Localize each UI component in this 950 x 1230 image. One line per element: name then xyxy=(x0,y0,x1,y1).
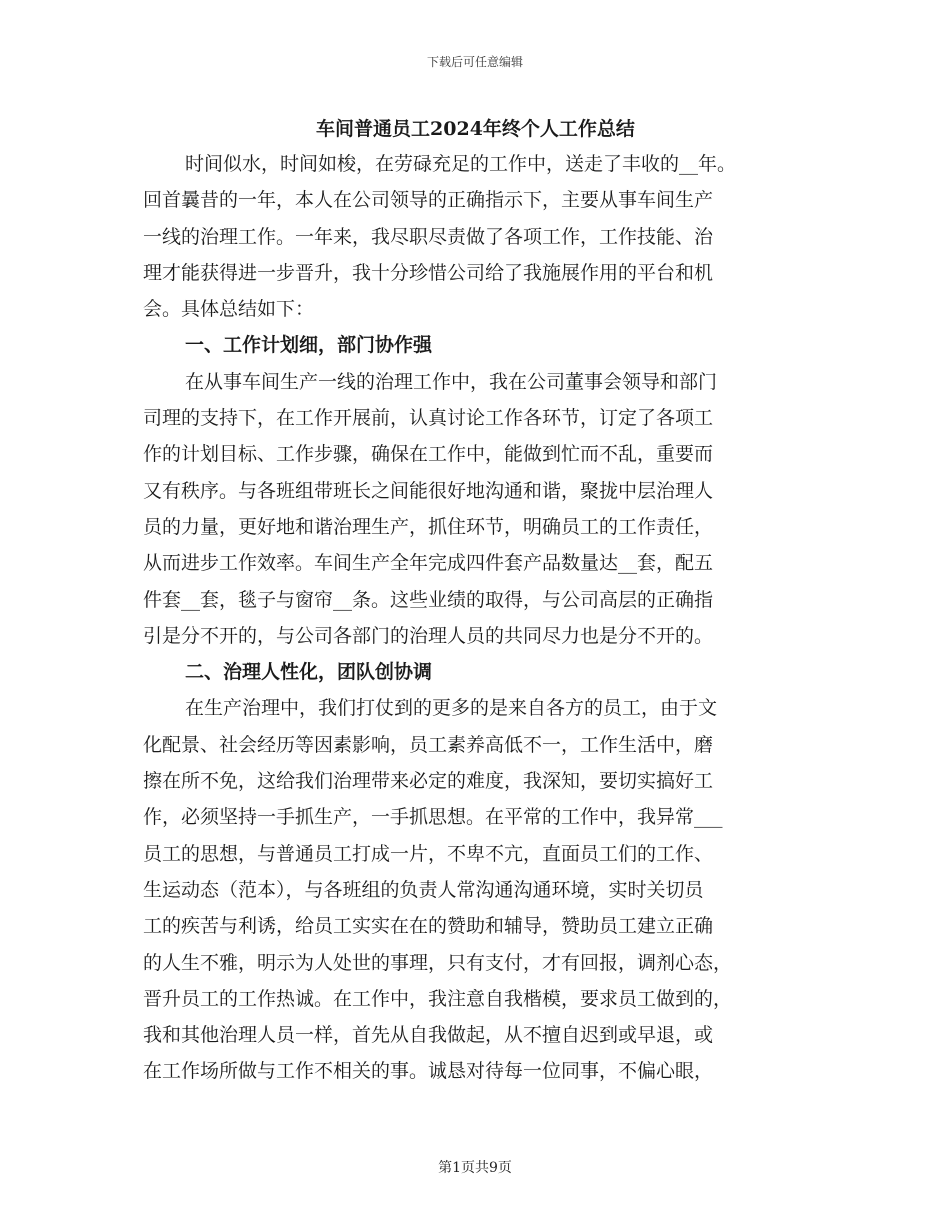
page-header: 下载后可任意编辑 xyxy=(426,55,523,69)
paragraph-line: 擦在所不免，这给我们治理带来必定的难度，我深知，要切实搞好工 xyxy=(143,770,714,793)
paragraph-line: 化配景、社会经历等因素影响，员工素养高低不一，工作生活中，磨 xyxy=(143,733,714,756)
paragraph-line: 的人生不雅，明示为人处世的事理，只有支付，才有回报，调剂心态， xyxy=(143,951,733,974)
document-body xyxy=(143,112,808,1090)
paragraph-line: 作的计划目标、工作步骤，确保在工作中，能做到忙而不乱，重要而 xyxy=(143,443,714,466)
paragraph-line: 会。具体总结如下： xyxy=(143,298,315,321)
paragraph-line: 晋升员工的工作热诚。在工作中，我注意自我楷模，要求员工做到的， xyxy=(143,987,733,1010)
paragraph-line: 作，必须坚持一手抓生产，一手抓思想。在平常的工作中，我异常___ xyxy=(143,806,723,829)
section-heading-2: 二、治理人性化，团队创协调 xyxy=(185,661,433,684)
document-title: 车间普通员工2024年终个人工作总结 xyxy=(316,118,635,140)
paragraph-line: 理才能获得进一步晋升，我十分珍惜公司给了我施展作用的平台和机 xyxy=(143,261,714,284)
paragraph-line: 在从事车间生产一线的治理工作中，我在公司董事会领导和部门 xyxy=(185,370,718,393)
page-footer: 第1页共9页 xyxy=(438,1160,512,1176)
paragraph-line: 又有秩序。与各班组带班长之间能很好地沟通和谐，聚拢中层治理人 xyxy=(143,479,714,502)
paragraph-line: 在生产治理中，我们打仗到的更多的是来自各方的员工，由于文 xyxy=(185,697,718,720)
paragraph-line: 一线的治理工作。一年来，我尽职尽责做了各项工作，工作技能、治 xyxy=(143,225,714,248)
paragraph-line: 引是分不开的，与公司各部门的治理人员的共同尽力也是分不开的。 xyxy=(143,624,714,647)
paragraph-line: 员的力量，更好地和谐治理生产，抓住环节，明确员工的工作责任， xyxy=(143,515,714,538)
paragraph-line: 工的疾苦与利诱，给员工实实在在的赞助和辅导，赞助员工建立正确 xyxy=(143,915,714,938)
paragraph-line: 时间似水，时间如梭，在劳碌充足的工作中，送走了丰收的__年。 xyxy=(185,153,737,175)
paragraph-line: 从而进步工作效率。车间生产全年完成四件套产品数量达__套，配五 xyxy=(143,552,714,575)
paragraph-line: 司理的支持下，在工作开展前，认真讨论工作各环节，订定了各项工 xyxy=(143,407,714,430)
paragraph-line: 我和其他治理人员一样，首先从自我做起，从不擅自迟到或早退，或 xyxy=(143,1024,714,1047)
paragraph-line: 回首曩昔的一年，本人在公司领导的正确指示下，主要从事车间生产 xyxy=(143,189,714,212)
paragraph-line: 件套__套，毯子与窗帘__条。这些业绩的取得，与公司高层的正确指 xyxy=(143,588,714,611)
paragraph-line: 在工作场所做与工作不相关的事。诚恳对待每一位同事，不偏心眼， xyxy=(143,1060,714,1083)
section-heading-1: 一、工作计划细，部门协作强 xyxy=(185,334,433,357)
paragraph-line: 生运动态（范本），与各班组的负责人常沟通沟通环境，实时关切员 xyxy=(143,878,704,901)
paragraph-line: 员工的思想，与普通员工打成一片，不卑不亢，直面员工们的工作、 xyxy=(143,842,714,865)
